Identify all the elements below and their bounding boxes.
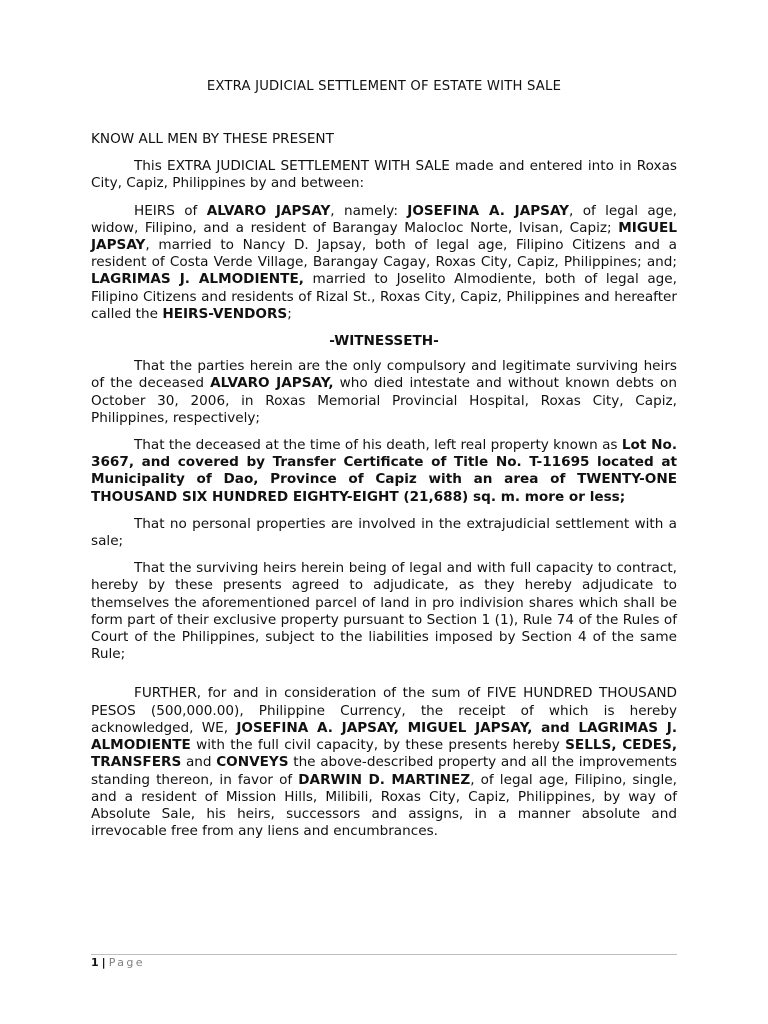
p3-text: , married to Nancy D. Japsay, both of legal age, Filipino Citizens and a resident of Costa Verde Village, Barangay Cagay, Roxas City, Capiz, Philippines; and; <box>91 237 677 271</box>
footer-divider <box>91 954 677 955</box>
p6-property-description: Lot No. 3667, and covered by Transfer Certificate of Title No. T-11695 located at Municipality of Dao, Province of Capiz with an area of TWENTY-ONE THOUSAND SIX HUNDRED EIGHTY-EIGHT (21,688) sq. m. more or less; <box>91 437 677 505</box>
page-number: 1 <box>91 956 99 969</box>
p9-sells-cedes: SELLS, CEDES, TRANSFERS <box>91 737 677 771</box>
p9-vendors: JOSEFINA A. JAPSAY, MIGUEL JAPSAY, and LAGRIMAS J. ALMODIENTE <box>91 719 677 754</box>
p6-text: That the deceased at the time of his death, left real property known as <box>134 437 622 454</box>
page-word: Page <box>108 956 145 969</box>
p3-name-deceased: ALVARO JAPSAY <box>206 202 331 219</box>
p3-name-josefina: JOSEFINA A. JAPSAY <box>407 202 570 219</box>
paragraph-opening <box>91 131 677 148</box>
paragraph-heirs <box>91 358 677 427</box>
p5-text: That the parties herein are the only compulsory and legitimate surviving heirs of the deceased <box>91 358 677 392</box>
p9-text: FURTHER, for and in consideration of the sum of FIVE HUNDRED THOUSAND PESOS (500,000.00), Philippine Currency, the receipt of which is hereby acknowledged, WE, <box>91 685 677 736</box>
witnesseth-heading: -WITNESSETH- <box>329 333 439 350</box>
p9-buyer-name: DARWIN D. MARTINEZ <box>298 771 471 788</box>
document-title: EXTRA JUDICIAL SETTLEMENT OF ESTATE WITH SALE <box>206 79 562 94</box>
p2-text: This EXTRA JUDICIAL SETTLEMENT WITH SALE made and entered into in Roxas City, Capiz, Philippines by and between: <box>91 158 677 192</box>
p3-text: , of legal age, widow, Filipino, and a resident of Barangay Malocloc Norte, Ivisan, Capiz; <box>91 202 677 236</box>
p5-name-deceased: ALVARO JAPSAY, <box>210 375 334 392</box>
footer-separator: | <box>101 956 106 969</box>
p5-text: who died intestate and without known debts on October 30, 2006, in Roxas Memorial Provincial Hospital, Roxas City, Capiz, Philippines, respectively; <box>91 375 677 426</box>
paragraph-personal-properties <box>91 516 677 550</box>
p1-text: KNOW ALL MEN BY THESE PRESENT <box>91 131 334 147</box>
p9-text: with the full civil capacity, by these presents hereby <box>190 737 566 754</box>
document-body <box>91 131 677 850</box>
p9-text: , of legal age, Filipino, single, and a resident of Mission Hills, Milibili, Roxas City, Capiz, Philippines, by way of Absolute Sale, his heirs, successors and assigns, in a manner absolute and irrevocable free from any liens and encumbrances. <box>91 771 677 840</box>
paragraph-witnesseth <box>91 333 677 350</box>
p9-text: and <box>181 754 217 771</box>
paragraph-intro <box>91 158 677 192</box>
p3-text: , namely: <box>330 202 408 219</box>
p3-text: HEIRS of <box>134 202 207 219</box>
p8-text: That the surviving heirs herein being of legal and with full capacity to contract, hereby by these presents agreed to adjudicate, as they hereby adjudicate to themselves the aforementioned parcel of land in pro indivision shares which shall be form part of their exclusive property pursuant to Section 1 (1), Rule 74 of the Rules of Court of the Philippines, subject to the liabilities imposed by Section 4 of the same Rule; <box>91 560 677 663</box>
page-footer <box>91 956 145 969</box>
p3-text: ; <box>287 305 292 322</box>
p9-conveys: CONVEYS <box>216 754 289 771</box>
paragraph-parties <box>91 203 677 323</box>
p3-heirs-vendors: HEIRS-VENDORS <box>162 305 288 322</box>
p3-name-lagrimas: LAGRIMAS J. ALMODIENTE, <box>91 271 304 288</box>
p9-text: the above-described property and all the improvements standing thereon, in favor of <box>91 754 678 788</box>
p3-text: married to Joselito Almodiente, both of legal age, Filipino Citizens and residents of Rizal St., Roxas City, Capiz, Philippines and hereafter called the <box>91 271 677 322</box>
p7-text: That no personal properties are involved in the extrajudicial settlement with a sale; <box>91 515 677 550</box>
paragraph-sale <box>91 685 677 840</box>
p3-name-miguel: MIGUEL JAPSAY <box>91 219 677 254</box>
paragraph-property <box>91 437 677 506</box>
paragraph-adjudication <box>91 560 677 663</box>
